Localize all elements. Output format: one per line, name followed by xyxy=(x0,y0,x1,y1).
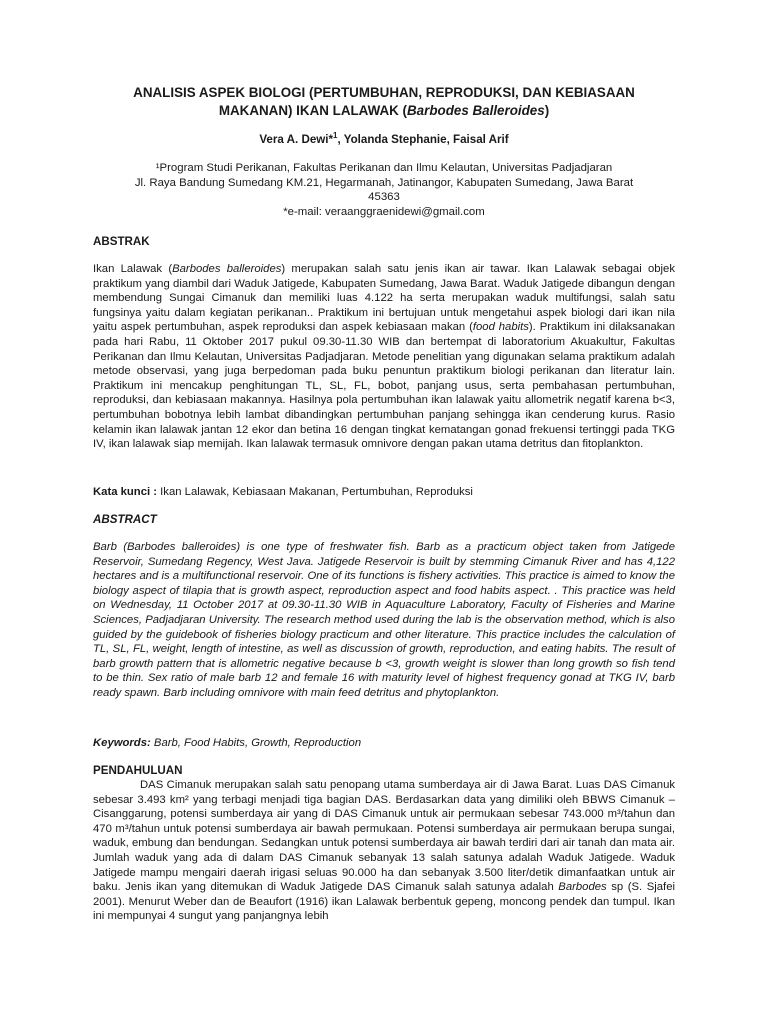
title-line-2 xyxy=(90,102,678,120)
title-species: Barbodes Balleroides xyxy=(407,103,545,118)
author-1-affil-mark: 1 xyxy=(333,131,338,140)
keywords-label: Keywords: xyxy=(93,737,151,749)
abstrak-body xyxy=(93,262,675,452)
pendahuluan-text-1: DAS Cimanuk merupakan salah satu penopang utama sumberdaya air di Jawa Barat. Luas DAS Cimanuk sebesar 3.493 km² yang terbagi menjadi tiga bagian DAS. Berdasarkan data yang dimiliki oleh BBWS Cimanuk – Cisanggarung, potensi sumberdaya air yang di DAS Cimanuk untuk air permukaan sebesar 743.000 m³/tahun dan 470 m³/tahun untuk potensi sumberdaya air bawah permukaan. Potensi sumberdaya air permukaan berupa sungai, waduk, embung dan bendungan. Sedangkan untuk potensi sumberdaya air bawah terdiri dari air tanah dan mata air. Jumlah waduk yang ada di dalam DAS Cimanuk sebanyak 13 salah satunya adalah Waduk Jatigede. Waduk Jatigede mampu mengairi daerah irigasi seluas 90.000 ha dan sebanyak 3.500 liter/detik dimanfaatkan untuk air baku. Jenis ikan yang ditemukan di Waduk Jatigede DAS Cimanuk salah satunya adalah xyxy=(93,779,675,894)
abstrak-text-2: ) merupakan salah satu jenis ikan air tawar. Ikan Lalawak sebagai objek praktikum yang diambil dari Waduk Jatigede, Kabupaten Sumedang, Jawa Barat. Waduk Jatigede dibangun dengan membendung Sungai Cimanuk dan memiliki luas 4.122 ha serta merupakan waduk multifungsi, salah satu fungsinya yaitu dalam kegiatan perikanan.. Praktikum ini bertujuan untuk mengetahui aspek biologi dari ikan nila yaitu aspek pertumbuhan, aspek reproduksi dan aspek kebiasaan makan ( xyxy=(93,263,675,334)
affiliation xyxy=(90,161,678,219)
pendahuluan-heading: PENDAHULUAN xyxy=(93,764,183,777)
kata-kunci xyxy=(93,486,675,498)
title-line-1: ANALISIS ASPEK BIOLOGI (PERTUMBUHAN, REPRODUKSI, DAN KEBIASAAN xyxy=(133,85,635,100)
kata-kunci-label: Kata kunci : xyxy=(93,486,161,498)
pendahuluan-text-2: sp (S. Sjafei 2001). Menurut Weber dan de Beaufort (1916) ikan Lalawak berbentuk gepeng, moncong pendek dan tumpul. Ikan ini mempunyai 4 sungut yang panjangnya lebih xyxy=(93,881,675,923)
authors xyxy=(90,131,678,146)
author-email: *e-mail: veraanggraenidewi@gmail.com xyxy=(283,205,485,218)
author-1: Vera A. Dewi* xyxy=(259,132,334,146)
affiliation-line-3: 45363 xyxy=(368,191,400,204)
keywords-value: Barb, Food Habits, Growth, Reproduction xyxy=(150,737,362,749)
affiliation-line-1: ¹Program Studi Perikanan, Fakultas Perikanan dan Ilmu Kelautan, Universitas Padjadjaran xyxy=(155,162,613,174)
abstrak-species: Barbodes balleroides xyxy=(172,263,282,275)
pendahuluan-genus: Barbodes xyxy=(558,881,607,894)
abstrak-text-3: ). Praktikum ini dilaksanakan pada hari Rabu, 11 Oktober 2017 pukul 09.30-11.30 WIB dan bertempat di laboratorium Akuakultur, Fakultas Perikanan dan Ilmu Kelautan, Universitas Padjadjaran. Metode penelitian yang digunakan selama praktikum adalah metode observasi, yang juga berpedoman pada buku penuntun praktikum biologi perikanan dan literatur lain. Praktikum ini mencakup penghitungan TL, SL, FL, bobot, panjang usus, serta pembahasan pertumbuhan, reproduksi, dan kebiasaan makannya. Hasilnya pola pertumbuhan ikan lalawak yaitu allometrik negatif karena b<3, pertumbuhan bobotnya lebih lambat dibandingkan pertumbuhan panjang sehingga ikan cenderung kurus. Rasio kelamin ikan lalawak jantan 12 ekor dan betina 16 dengan tingkat kematangan gonad frekuensi tertinggi pada TKG IV, ikan lalawak siap memijah. Ikan lalawak termasuk omnivore dengan pakan utama detritus dan fitoplankton. xyxy=(93,321,675,451)
abstract-body: Barb (Barbodes balleroides) is one type of freshwater fish. Barb as a practicum object taken from Jatigede Reservoir, Sumedang Regency, West Java. Jatigede Reservoir is built by stemming Cimanuk River and has 4,122 hectares and is a multifunctional reservoir. One of its functions is fishery activities. This practice is aimed to know the biology aspect of tilapia that is growth aspect, reproduction aspect and food habits aspect. . This practice was held on Wednesday, 11 October 2017 at 09.30-11.30 WIB in Aquaculture Laboratory, Faculty of Fisheries and Marine Sciences, Padjadjaran University. The research method used during the lab is the observation method, which is also guided by the guidebook of fisheries biology practicum and other literature. This practice includes the calculation of TL, SL, FL, weight, length of intestine, as well as discussion of growth, reproduction, and eating habits. The result of barb growth pattern that is allometric negative because b <3, growth weight is slower than long growth so fish tend to be thin. Sex ratio of male barb 12 and female 16 with maturity level of highest frequency gonad at TKG IV, barb ready spawn. Barb including omnivore with main feed detritus and phytoplankton. xyxy=(93,541,675,699)
abstrak-food-habits: food habits xyxy=(472,321,529,334)
authors-rest: , Yolanda Stephanie, Faisal Arif xyxy=(337,132,509,146)
abstrak-heading: ABSTRAK xyxy=(93,235,150,248)
abstrak-text-1: Ikan Lalawak ( xyxy=(93,263,173,275)
paper-title xyxy=(90,84,678,120)
abstract-heading: ABSTRACT xyxy=(93,513,157,526)
keywords xyxy=(93,737,675,749)
kata-kunci-value: Ikan Lalawak, Kebiasaan Makanan, Pertumbuhan, Reproduksi xyxy=(160,486,473,498)
pendahuluan-body xyxy=(93,778,675,924)
title-line-2-text: MAKANAN) IKAN LALAWAK ( xyxy=(218,103,408,118)
affiliation-line-2: Jl. Raya Bandung Sumedang KM.21, Hegarmanah, Jatinangor, Kabupaten Sumedang, Jawa Barat xyxy=(134,176,634,189)
title-line-2-end: ) xyxy=(544,103,550,118)
